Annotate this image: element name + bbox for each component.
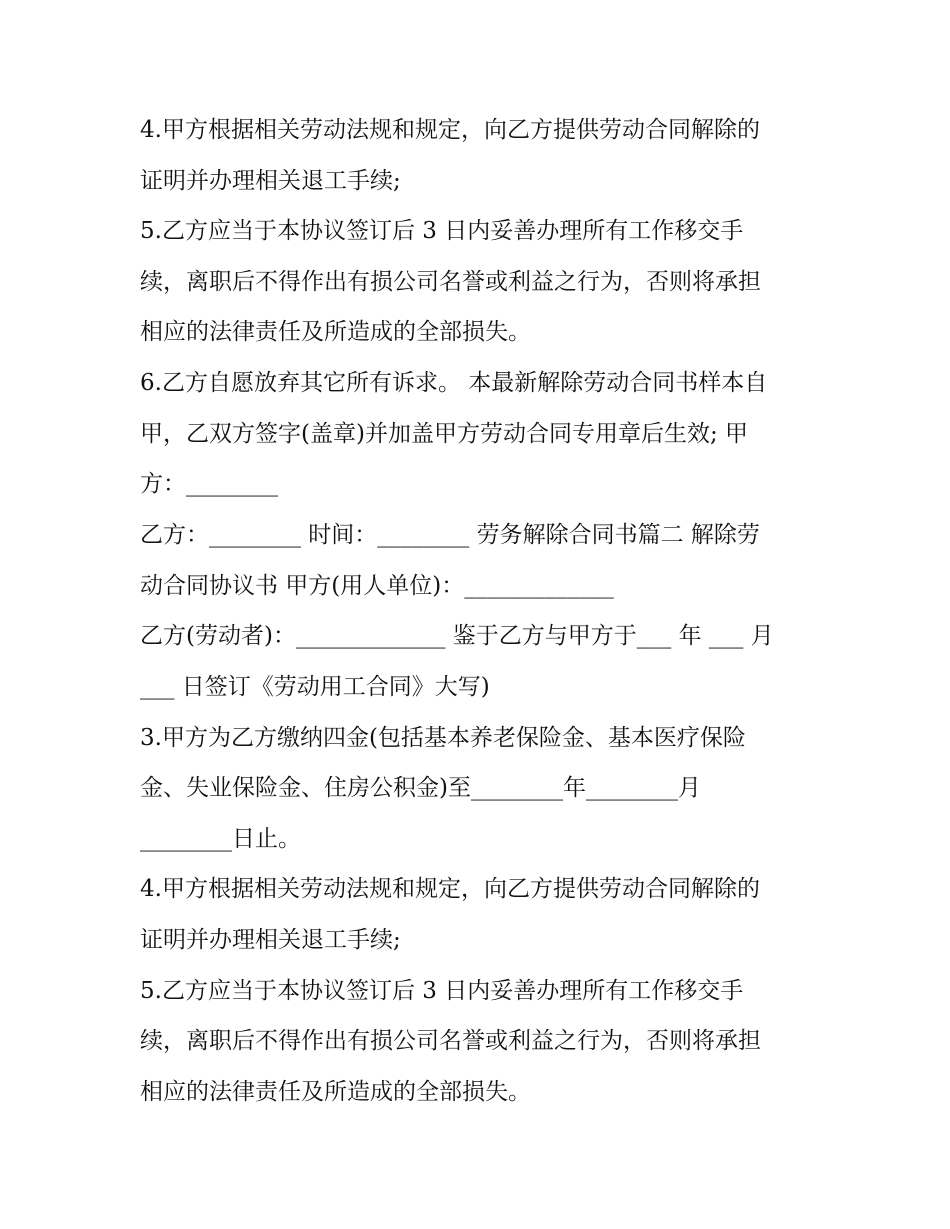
text-line: 金、失业保险金、住房公积金)至________年________月: [140, 775, 701, 801]
text-line: 4.甲方根据相关劳动法规和规定，向乙方提供劳动合同解除的: [140, 117, 760, 143]
text-line: 5.乙方应当于本协议签订后 3 日内妥善办理所有工作移交手: [140, 218, 744, 244]
text-line: 证明并办理相关退工手续;: [140, 927, 401, 953]
text-line: ________日止。: [140, 826, 301, 852]
text-line: 方：________: [140, 471, 278, 497]
text-line: 3.甲方为乙方缴纳四金(包括基本养老保险金、基本医疗保险: [140, 725, 746, 751]
text-line: 甲，乙双方签字(盖章)并加盖甲方劳动合同专用章后生效; 甲: [140, 421, 749, 447]
text-line: 续，离职后不得作出有损公司名誉或利益之行为，否则将承担: [140, 1028, 761, 1054]
text-line: 乙方：________ 时间：________ 劳务解除合同书篇二 解除劳: [140, 522, 760, 548]
text-line: 证明并办理相关退工手续;: [140, 168, 401, 194]
text-line: 相应的法律责任及所造成的全部损失。: [140, 1079, 531, 1105]
text-line: 相应的法律责任及所造成的全部损失。: [140, 319, 531, 345]
text-line: 乙方(劳动者)：_____________ 鉴于乙方与甲方于___ 年 ___ 月: [140, 623, 774, 649]
text-line: ___ 日签订《劳动用工合同》大写): [140, 674, 490, 700]
text-line: 4.甲方根据相关劳动法规和规定，向乙方提供劳动合同解除的: [140, 876, 760, 902]
text-line: 续，离职后不得作出有损公司名誉或利益之行为，否则将承担: [140, 269, 761, 295]
text-line: 动合同协议书 甲方(用人单位)：_____________: [140, 573, 614, 599]
text-line: 6.乙方自愿放弃其它所有诉求。 本最新解除劳动合同书样本自: [140, 370, 768, 396]
text-line: 5.乙方应当于本协议签订后 3 日内妥善办理所有工作移交手: [140, 978, 744, 1004]
